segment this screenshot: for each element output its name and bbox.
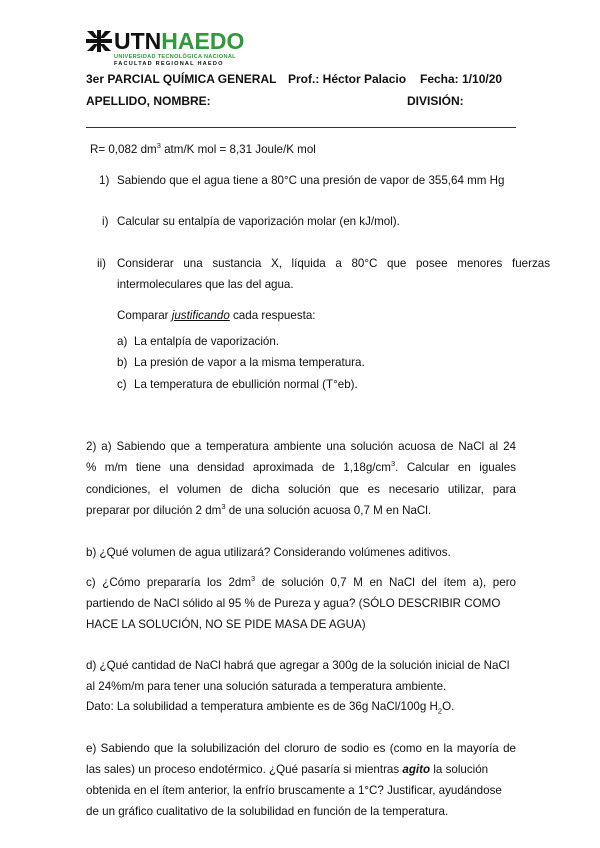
- q2d-line2: al 24%m/m para tener una solución saturada a temperatura ambiente.: [86, 680, 447, 693]
- q1-statement: Sabiendo que el agua tiene a 80°C una presión de vapor de 355,64 mm Hg: [117, 174, 505, 187]
- q2c-line1: c) ¿Cómo prepararía los $2dm^3$ de solución 0,7 M en NaCl del ítem a), pero: [86, 574, 516, 589]
- name-label: APELLIDO, NOMBRE:: [86, 94, 211, 108]
- q1-i-text: Calcular su entalpía de vaporización molar (en kJ/mol).: [117, 215, 400, 228]
- q2c-line2: partiendo de NaCl sólido al 95 % de Pureza y agua? (SÓLO DESCRIBIR COMO: [86, 597, 501, 610]
- utn-haedo-logo: [86, 30, 246, 72]
- logo-haedo: HAEDO: [161, 28, 245, 54]
- logo-faculty-line: FACULTAD REGIONAL HAEDO: [114, 61, 224, 67]
- q2b-text: b) ¿Qué volumen de agua utilizará? Considerando volúmenes aditivos.: [86, 546, 451, 559]
- q1-ii-line1: Considerar una sustancia X, líquida a 80°C que posee menores fuerzas: [117, 257, 550, 270]
- logo-wordmark: [114, 28, 244, 54]
- q2c-line3: HACE LA SOLUCIÓN, NO SE PIDE MASA DE AGUA): [86, 618, 366, 631]
- q1-number: 1): [99, 174, 110, 187]
- q1-i-number: i): [102, 215, 109, 228]
- q1-item-c-label: c): [117, 378, 127, 391]
- q1-compare: Comparar justificando cada respuesta:: [117, 309, 316, 322]
- header-divider: [86, 127, 516, 128]
- q1-item-b-text: La presión de vapor a la misma temperatura.: [134, 356, 365, 369]
- q1-item-b-label: b): [117, 356, 128, 369]
- q1-item-c-text: La temperatura de ebullición normal (T°eb).: [134, 378, 358, 391]
- q2e-line4: de un gráfico cualitativo de la solubilidad en función de la temperatura.: [86, 805, 449, 818]
- q2e-line1: e) Sabiendo que la solubilización del cloruro de sodio es (como en la mayoría de: [86, 742, 516, 755]
- gas-constant: R= 0,082 $dm^3$ atm/K mol = 8,31 Joule/K mol: [90, 141, 316, 156]
- q1-item-a-label: a): [117, 335, 128, 348]
- q2a-line3: condiciones, el volumen de dicha solución que es necesario utilizar, para: [86, 483, 516, 496]
- professor-name: Prof.: Héctor Palacio: [288, 72, 407, 86]
- q2e-line2: las sales) un proceso endotérmico. ¿Qué pasaría si mientras agito la solución: [86, 763, 489, 776]
- q1-ii-line2: intermoleculares que las del agua.: [117, 278, 294, 291]
- q1-item-a-text: La entalpía de vaporización.: [134, 335, 280, 348]
- q2e-line3: obtenida en el ítem anterior, la enfrío bruscamente a 1°C? Justificar, ayudándose: [86, 784, 502, 797]
- q2d-line3: Dato: La solubilidad a temperatura ambiente es de 36g NaCl/100g $H_2O$.: [86, 700, 455, 716]
- exam-date: Fecha: 1/10/20: [420, 72, 503, 86]
- division-label: DIVISIÓN:: [407, 94, 464, 108]
- utn-emblem-icon: [86, 30, 112, 52]
- q2a-line4: preparar por dilución 2 $dm^3$ de una solución acuosa 0,7 M en NaCl.: [86, 502, 432, 517]
- q2a-line1: 2) a) Sabiendo que a temperatura ambiente una solución acuosa de NaCl al 24: [86, 440, 516, 453]
- exam-title: 3er PARCIAL QUÍMICA GENERAL: [86, 72, 277, 86]
- logo-university-line: UNIVERSIDAD TECNOLÓGICA NACIONAL: [114, 54, 236, 60]
- q2d-line1: d) ¿Qué cantidad de NaCl habrá que agregar a 300g de la solución inicial de NaCl: [86, 659, 510, 672]
- q1-ii-number: ii): [97, 257, 107, 270]
- logo-utn: UTN: [114, 28, 162, 54]
- q2a-line2: % m/m tiene una densidad aproximada de $1,18g/cm^3$. Calcular en iguales: [86, 459, 517, 474]
